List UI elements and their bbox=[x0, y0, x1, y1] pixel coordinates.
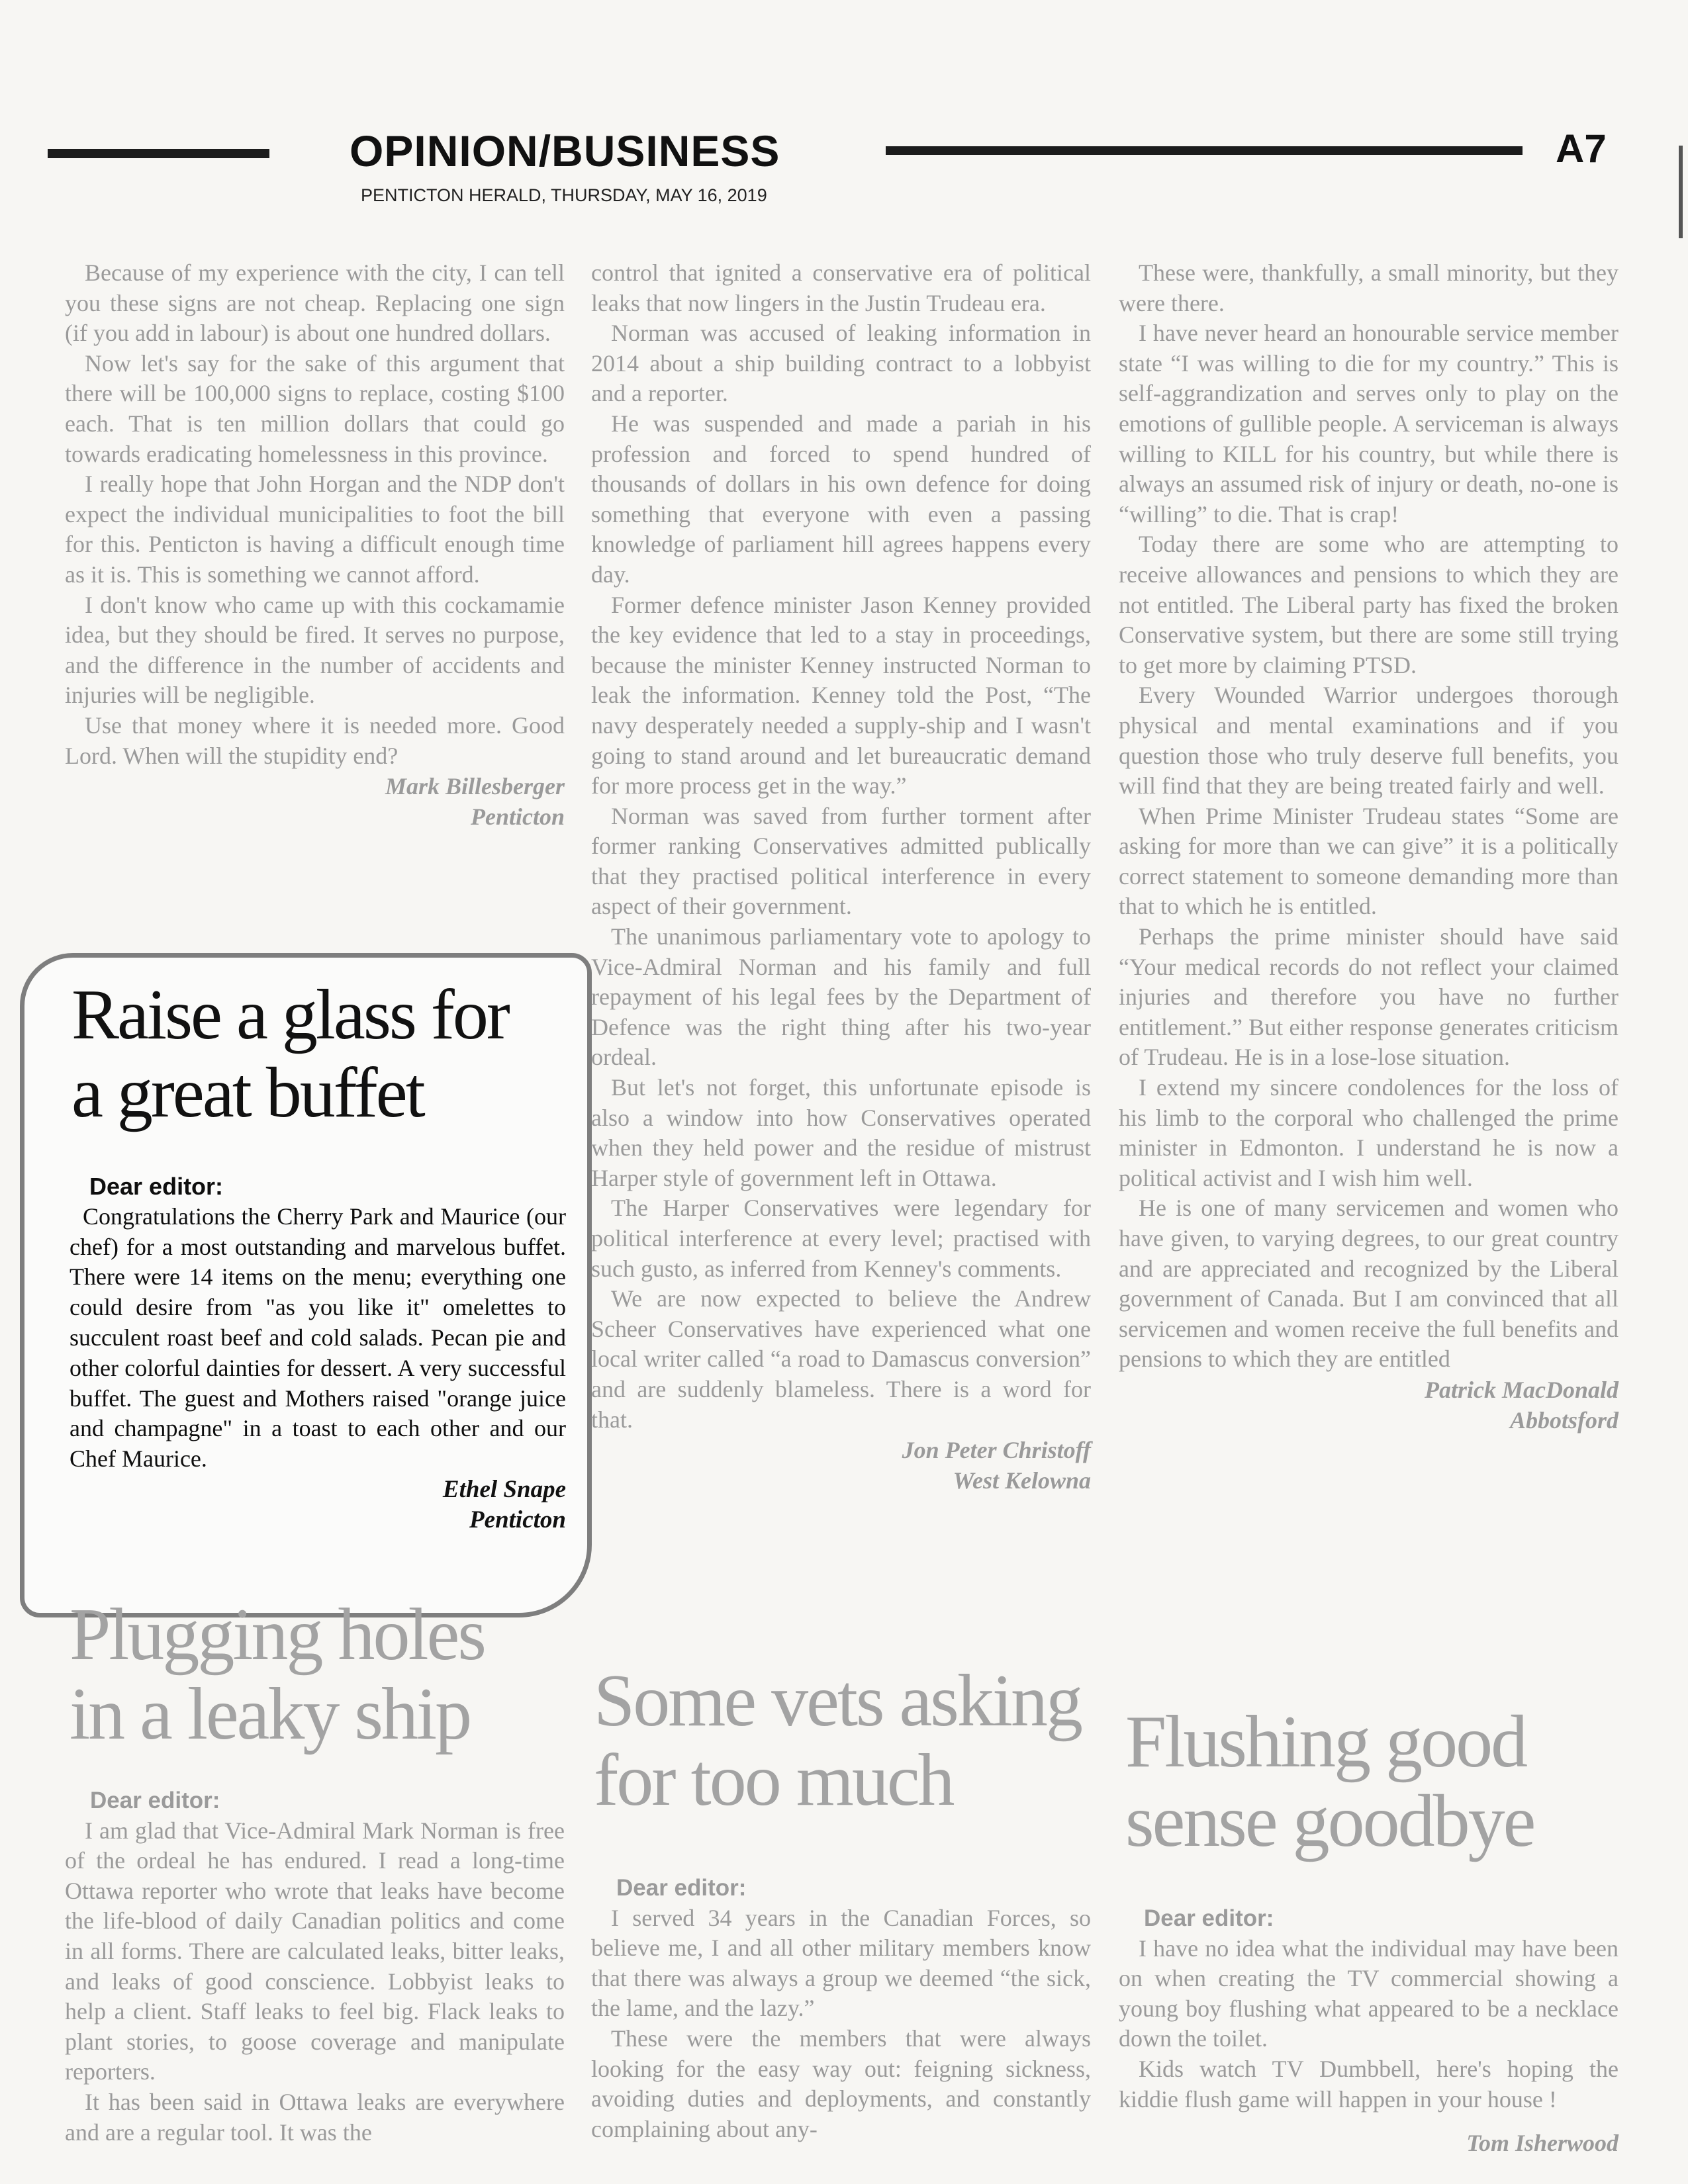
paragraph: He was suspended and made a pariah in his profession and forced to spend hundred of thousands of dollars in his own defence for doing something that everyone with even a passing knowledge of parliament hill agrees happens every day. bbox=[591, 410, 1091, 588]
letter-flushing-good-sense bbox=[1119, 1903, 1618, 2158]
headline-plugging-holes bbox=[70, 1595, 485, 1754]
salutation: Dear editor: bbox=[89, 1173, 224, 1200]
paragraph: Congratulations the Cherry Park and Maurice (our chef) for a most outstanding and marvelous buffet. There were 14 items on the menu; everything one could desire from "as you like it" omelettes to succulent roast beef and cold salads. Pecan pie and other colorful dainties for dessert. A very successful buffet. The guest and Mothers raised "orange juice and champagne" in a toast to each other and our Chef Maurice. bbox=[70, 1203, 566, 1473]
signature-place: Penticton bbox=[471, 803, 565, 831]
paragraph: Every Wounded Warrior undergoes thorough physical and mental examinations and if you question those who truly deserve full benefits, you will find that they are being treated fairly and well. bbox=[1119, 682, 1618, 799]
signature-name: Tom Isherwood bbox=[1466, 2130, 1618, 2157]
headline-line: in a leaky ship bbox=[70, 1673, 471, 1755]
paragraph: I served 34 years in the Canadian Forces, so believe me, I and all other military members know that there was always a group we deemed “the sick, the lame, and the lazy.” bbox=[591, 1904, 1091, 2022]
section-title: OPINION/BUSINESS bbox=[350, 126, 780, 175]
paragraph: The Harper Conservatives were legendary for political interference at every level; practised with such gusto, as inferred from Kenney's comments. bbox=[591, 1195, 1091, 1282]
paragraph: Kids watch TV Dumbbell, here's hoping the kiddie flush game will happen in your house ! bbox=[1119, 2055, 1618, 2113]
signature-place: West Kelowna bbox=[953, 1467, 1091, 1494]
paragraph: Norman was saved from further torment after former ranking Conservatives admitted publically that they practised political interference in every aspect of their government. bbox=[591, 802, 1091, 920]
letter-col3-continued bbox=[1119, 258, 1618, 1435]
paragraph: I have never heard an honourable service member state “I was willing to die for my country.” This is self-aggrandization and serves only to play on the emotions of gullible people. A serviceman is always willing to KILL for his country, but while there is always an assumed risk of injury or death, no-one is “willing” to die. That is crap! bbox=[1119, 320, 1618, 527]
masthead-rule-right bbox=[886, 146, 1523, 155]
headline-line: sense goodbye bbox=[1125, 1780, 1534, 1862]
paragraph: Perhaps the prime minister should have said “Your medical records do not reflect your claimed injuries and therefore you have no further entitlement.” But either response generates criticism of Trudeau. He is in a lose-lose situation. bbox=[1119, 923, 1618, 1071]
signature-place: Abbotsford bbox=[1509, 1406, 1618, 1433]
paragraph: Use that money where it is needed more. Good Lord. When will the stupidity end? bbox=[65, 711, 565, 769]
boxed-headline bbox=[71, 976, 575, 1132]
salutation: Dear editor: bbox=[1144, 1905, 1274, 1931]
dateline: PENTICTON HERALD, THURSDAY, MAY 16, 2019 bbox=[361, 185, 767, 205]
paragraph: Now let's say for the sake of this argument that there will be 100,000 signs to replace, costing $100 each. That is ten million dollars that could go towards eradicating homelessness in this province. bbox=[65, 349, 565, 467]
headline-line: Raise a glass for bbox=[71, 976, 508, 1054]
paragraph: The unanimous parliamentary vote to apology to Vice-Admiral Norman and his family and full repayment of his legal fees by the Department of Defence was the right thing after his two-year ordeal. bbox=[591, 923, 1091, 1071]
paragraph: I don't know who came up with this cockamamie idea, but they should be fired. It serves no purpose, and the difference in the number of accidents and injuries will be negligible. bbox=[65, 591, 565, 709]
paragraph: control that ignited a conservative era of political leaks that now lingers in the Justin Trudeau era. bbox=[591, 259, 1091, 316]
letter-col1-continued bbox=[65, 258, 565, 832]
signature-name: Jon Peter Christoff bbox=[902, 1437, 1091, 1464]
paragraph: When Prime Minister Trudeau states “Some are asking for more than we can give” it is a politically correct statement to someone demanding more than that to which he is entitled. bbox=[1119, 802, 1618, 920]
headline-line: Some vets asking bbox=[594, 1660, 1081, 1742]
headline-line: a great buffet bbox=[71, 1054, 424, 1132]
paragraph: These were the members that were always looking for the easy way out: feigning sickness, avoiding duties and deployments, and constantly complaining about any- bbox=[591, 2025, 1091, 2142]
letter-plugging-holes bbox=[65, 1786, 565, 2148]
paragraph: I extend my sincere condolences for the loss of his limb to the corporal who challenged the prime minister in Edmonton. I understand he is now a political activist and I wish him well. bbox=[1119, 1074, 1618, 1191]
boxed-letter-body bbox=[70, 1171, 566, 1535]
headline-line: Flushing good bbox=[1125, 1701, 1526, 1783]
headline-flushing-good-sense bbox=[1125, 1702, 1534, 1861]
paragraph: These were, thankfully, a small minority, but they were there. bbox=[1119, 259, 1618, 316]
paragraph: Today there are some who are attempting to receive allowances and pensions to which they are not entitled. The Liberal party has fixed the broken Conservative system, but there are some still trying to get more by claiming PTSD. bbox=[1119, 531, 1618, 678]
headline-line: Plugging holes bbox=[70, 1594, 485, 1676]
masthead-rule-left bbox=[48, 149, 269, 158]
salutation: Dear editor: bbox=[616, 1875, 747, 1901]
signature-place: Penticton bbox=[469, 1506, 566, 1533]
page-number: A7 bbox=[1556, 126, 1607, 171]
paragraph: Norman was accused of leaking information in 2014 about a ship building contract to a lobbyist and a reporter. bbox=[591, 320, 1091, 407]
headline-line: for too much bbox=[594, 1739, 953, 1821]
paragraph: He is one of many servicemen and women who have given, to varying degrees, to our great country and are appreciated and recognized by the Liberal government of Canada. But I am convinced that all servicemen and women receive the full benefits and pensions to which they are entitled bbox=[1119, 1195, 1618, 1373]
salutation: Dear editor: bbox=[90, 1788, 220, 1813]
signature-name: Patrick MacDonald bbox=[1425, 1376, 1618, 1403]
paragraph: Former defence minister Jason Kenney provided the key evidence that led to a stay in proceedings, because the minister Kenney instructed Norman to leak the information. Kenney told the Post, “The navy desperately needed a supply-ship and I wasn't going to stand around and let bureaucratic demand for more process get in the way.” bbox=[591, 591, 1091, 799]
paragraph: I have no idea what the individual may have been on when creating the TV commercial showing a young boy flushing what appeared to be a necklace down the toilet. bbox=[1119, 1934, 1618, 2052]
paragraph: It has been said in Ottawa leaks are everywhere and are a regular tool. It was the bbox=[65, 2088, 565, 2146]
paragraph: Because of my experience with the city, I can tell you these signs are not cheap. Replacing one sign (if you add in labour) is about one hundred dollars. bbox=[65, 259, 565, 347]
signature-name: Mark Billesberger bbox=[385, 773, 565, 800]
page-edge-mark bbox=[1679, 146, 1683, 238]
signature-name: Ethel Snape bbox=[442, 1475, 566, 1503]
paragraph: But let's not forget, this unfortunate episode is also a window into how Conservatives operated when they held power and the residue of mistrust Harper style of government left in Ottawa. bbox=[591, 1074, 1091, 1191]
paragraph: We are now expected to believe the Andrew Scheer Conservatives have experienced what one local writer called “a road to Damascus conversion” and are suddenly blameless. There is a word for that. bbox=[591, 1285, 1091, 1433]
letter-col2-continued bbox=[591, 258, 1091, 1496]
paragraph: I am glad that Vice-Admiral Mark Norman is free of the ordeal he has endured. I read a long-time Ottawa reporter who wrote that leaks have become the life-blood of daily Canadian politics and come in all forms. There are calculated leaks, bitter leaks, and leaks of good conscience. Lobbyist leaks to help a client. Staff leaks to feel big. Flack leaks to plant stories, to goose coverage and manipulate reporters. bbox=[65, 1817, 565, 2085]
paragraph: I really hope that John Horgan and the NDP don't expect the individual municipalities to foot the bill for this. Penticton is having a difficult enough time as it is. This is something we cannot afford. bbox=[65, 471, 565, 588]
letter-some-vets bbox=[591, 1873, 1091, 2144]
headline-some-vets bbox=[594, 1661, 1081, 1820]
